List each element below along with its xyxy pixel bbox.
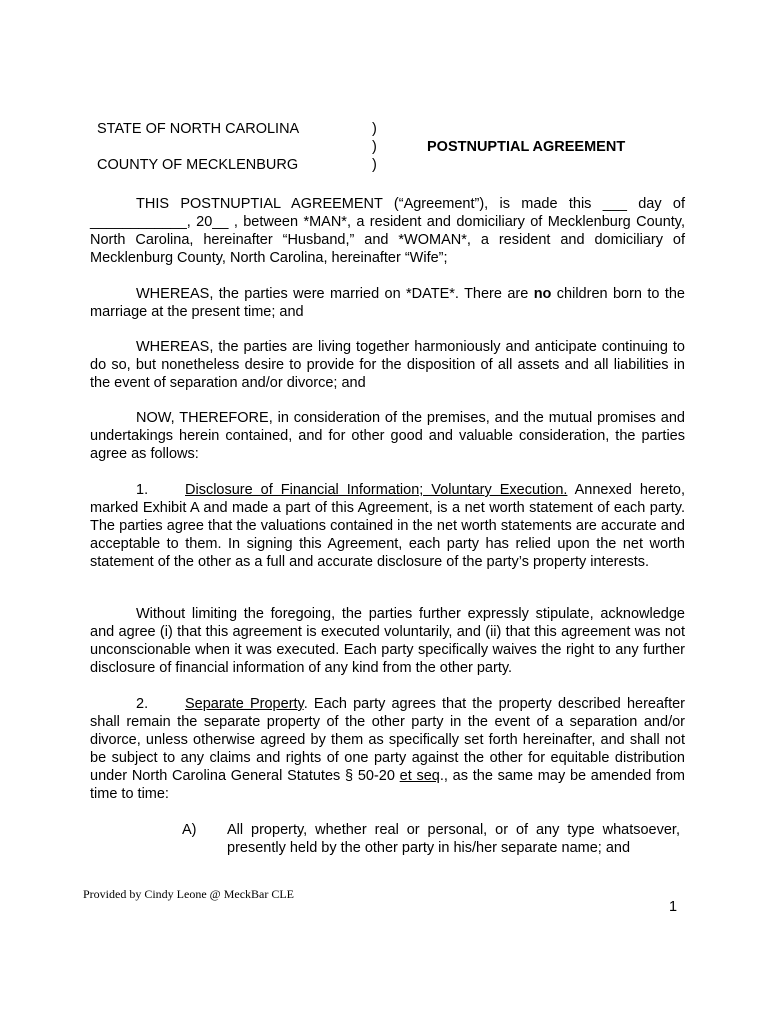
section-2-heading: Separate Property [185,696,304,712]
section-1-para2-text: Without limiting the foregoing, the parties further expressly stipulate, acknowledge and agree (i) that this agreement is executed voluntarily, and (ii) that this agreement was not unconscionable when it was executed. Each party specifically waives the right to any further disclosure of financial information of any kind from the other party. [90,606,685,676]
now-therefore-text: NOW, THEREFORE, in consideration of the premises, and the mutual promises and undertakings herein contained, and for other good and valuable consideration, the parties agree as follows: [90,410,685,462]
whereas-paragraph-1 [90,285,685,321]
whereas1-after: children born to the marriage at the present time; and [90,286,685,320]
whereas1-before: WHEREAS, the parties were married on *DATE*. There are [136,286,534,302]
section-2 [90,695,685,803]
caption-paren: ) [372,157,377,173]
section-2-number: 2. [136,696,149,712]
now-therefore-paragraph [90,409,685,463]
whereas1-bold: no [533,286,552,302]
document-title: POSTNUPTIAL AGREEMENT [427,139,626,155]
section-1-number: 1. [136,482,149,498]
page-number: 1 [669,899,678,915]
intro-text: THIS POSTNUPTIAL AGREEMENT (“Agreement”), is made this ___ day of ____________, 20__ , between *MAN*, a resident and domiciliary of Mecklenburg County, North Carolina, hereinafter “Husband,” and *WOMAN*, a resident and domiciliary of Mecklenburg County, North Carolina, hereinafter “Wife”; [90,196,685,266]
caption-paren: ) [372,121,377,137]
caption-paren: ) [372,139,377,155]
section-2-body-after: ., as the same may be amended from time to time: [90,768,686,802]
section-1 [90,481,685,571]
section-1-body: Annexed hereto, marked Exhibit A and made a part of this Agreement, is a net worth statement of each party. The parties agree that the valuations contained in the net worth statements are accurate and acceptable to them. In signing this Agreement, each party has relied upon the net worth statement of the other as a full and accurate disclosure of the party’s property interests. [90,482,685,570]
section-1-heading: Disclosure of Financial Information; Voluntary Execution. [185,482,568,498]
et-seq: et seq [399,768,440,784]
footer-provided-by: Provided by Cindy Leone @ MeckBar CLE [83,887,295,901]
whereas-paragraph-2 [90,338,685,392]
whereas2-text: WHEREAS, the parties are living together harmoniously and anticipate continuing to do so, but nonetheless desire to provide for the disposition of all assets and all liabilities in the event of separation and/or divorce; and [90,339,685,391]
section-2-body-before: . Each party agrees that the property described hereafter shall remain the separate property of the other party in the event of a separation and/or divorce, unless otherwise agreed by them as specifically set forth hereinafter, and shall not be subject to any claims and rights of one party against the other for equitable distribution under North Carolina General Statutes § 50-20 [90,696,685,784]
item-a [227,821,680,857]
intro-paragraph [90,195,685,267]
caption-county: COUNTY OF MECKLENBURG [97,157,299,173]
item-a-label: A) [182,822,197,838]
section-1-paragraph-2 [90,605,685,677]
caption-state: STATE OF NORTH CAROLINA [97,121,300,137]
item-a-text: All property, whether real or personal, or of any type whatsoever, presently held by the other party in his/her separate name; and [227,822,680,856]
